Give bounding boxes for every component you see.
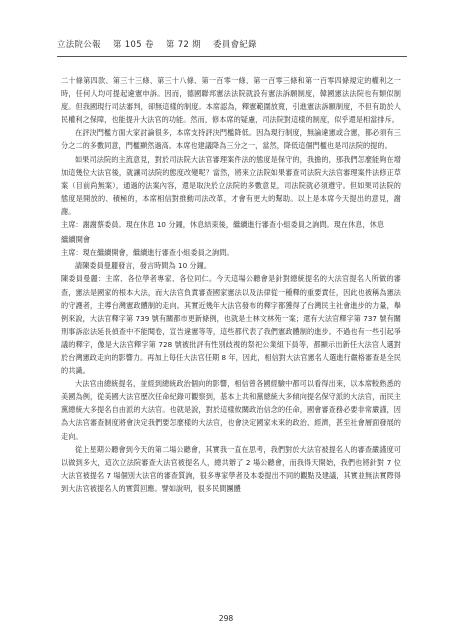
speaker-block: 主席：謝謝蔡委員。現在休息 10 分鐘，休息結束後，繼續進行審查小組委員之詢問。現在休息，休息 xyxy=(61,220,385,230)
paragraph: 二十條第四款、第三十三條、第三十八條、第一百零一條、第一百零三條和第一百零四條規定的權利之一時，任何人均可提起違憲申訴。因而，德國聯邦憲法法院就設有憲法訴願制度，韓國憲法法院也有類似制度。但我國現行司法審判，卻無這樣的制度。本席認為，釋憲範圍放寬，引進憲法訴願制度，不但有助於人民權利之保障，也能提升大法官的功能。然而，修本席的疑慮，司法院對這樣的制度，似乎還是相當排斥。 xyxy=(61,76,401,125)
page-number: 298 xyxy=(218,614,234,623)
paragraph: 從上星期公聽會到今天的第二場公聽會，其實我一直在思考，我們對於大法官被提名人的審查嚴謹度可以做到多大，這次立法院審查大法官被提名人，總共辦了 2 場公聽會，而我得天開始，我們也將針對 7 位大法官被提名 7 場個別大法官的審查質詢，很多專家學者及本委提出不同的觀點及建議，其實並無法實際得到大法官被提名人的實質回應。譬如說明，很多民間團體 xyxy=(61,444,402,493)
speech-text: 謝謝蔡委員。現在休息 10 分鐘，休息結束後，繼續進行審查小組委員之詢問。現在休息，休息 xyxy=(82,220,385,230)
volume-number: 第 105 卷 xyxy=(112,39,154,49)
section-heading: 繼續開會 xyxy=(61,235,91,245)
page-header xyxy=(57,38,266,50)
header-rule xyxy=(57,56,407,57)
speaker-name: 陳委員曼麗 xyxy=(61,274,98,284)
speech-text: 現在繼續開會，繼續進行審查小組委員之詢問。 xyxy=(82,248,234,258)
document-body xyxy=(61,74,401,495)
issue-number: 第 72 期 xyxy=(165,39,202,49)
section-name: 委員會紀錄 xyxy=(213,39,257,49)
speaker-name: 主席 xyxy=(61,248,76,258)
paragraph: 在評決門檻方面大家討論很多，本席支持評決門檻降低。因為現行制度，無論違憲或合憲，都必須有三分之二的多數同意，門檻顯然過高。本席也建議降為三分之一，當然，降低這個門檻也是司法院的提的。 xyxy=(61,128,401,151)
paragraph: 大法官由總統提名，並經到總統政治個向的影響，相信曾各國經驗中都可以看得出來，以本席較熟悉的美國為例，從美國大法官歷次任命紀錄可觀察到，基本上共和黨總統大多傾向提名保守派的大法官，而民主黨總統大多提名自由派的大法官。也就是說，對於這樣攸關政治信念的任命，國會審查務必要非常嚴謹，因為大法官審查制度將會決定我們要怎麼樣的大法官，也會決定國家未來的政治、經濟，甚至社會層面發展的走向。 xyxy=(61,379,401,441)
paragraph: 請陳委員曼麗發言，發言時間為 10 分鐘。 xyxy=(75,261,212,271)
speech-text: 主席、各位學者專家、各位同仁。今天這場公聽會是針對總統提名的大法官提名人所做的審查，憲法是國家的根本大法，而大法官負責審查國家憲法以及法律從一種釋的重要責任，因此也被稱為憲法的守護者，主導台灣憲政體制的走向。其實近幾年大法官發布的釋字都獲得了台灣民主社會進步的力量，舉例來說，大法官釋字第 739 號有關都市更新條例，也就是士林文林苑一案；還有大法官釋字第 737 號有關刑事訴訟法延長偵查中不能閱卷，宣告違憲等等，這些都代表了我們憲政體制的進步。不過也有一些引起爭議的釋字，像是大法官釋字第 728 號被批評有性別歧視的祭祀公業組下員等，都顯示出新任大法官人選對於台灣憲政走向的影響力。再加上每任大法官任期 8 年，因此，相信對大法官憲名人選進行嚴格審查是全民的共識。 xyxy=(61,274,402,376)
speaker-name: 主席 xyxy=(61,220,76,230)
paragraph: 如果司法院的主流意見，對於司法院大法官審理案件法的態度是保守的，我擔的，那我們怎麼能夠在增加這幾位大法官後，就讓司法院的態度改變呢？當然，將來立法院如果審查司法院大法官審理案件法修正草案（目前尚無案），通過的法案內容，還是取決於立法院的多數意見，司法院就必須遵守。但如果司法院的態度是開放的、積極的，本席相信對推動司法改革，才會有更大的幫助。以上是本席今天提出的意見，謝謝。 xyxy=(61,154,401,216)
speaker-block: 陳委員曼麗：主席、各位學者專家、各位同仁。今天這場公聽會是針對總統提名的大法官提名人所做的審查，憲法是國家的根本大法，而大法官負責審查國家憲法以及法律從一種釋的重要責任，因此也被稱為憲法的守護者，主導台灣憲政體制的走向。其實近幾年大法官發布的釋字都獲得了台灣民主社會進步的力量，舉例來說，大法官釋字第 739 號有關都市更新條例，也就是士林文林苑一案；還有大法官釋字第 737 號有關刑事訴訟法延長偵查中不能閱卷，宣告違憲等等，這些都代表了我們憲政體制的進步。不過也有一些引起爭議的釋字，像是大法官釋字第 728 號被批評有性別歧視的祭祀公業組下員等，都顯示出新任大法官人選對於台灣憲政走向的影響力。再加上每任大法官任期 8 年，因此，相信對大法官憲名人選進行嚴格審查是全民的共識。 xyxy=(61,274,402,376)
speaker-block: 主席：現在繼續開會，繼續進行審查小組委員之詢問。 xyxy=(61,248,234,258)
publication-name: 立法院公報 xyxy=(57,39,101,49)
